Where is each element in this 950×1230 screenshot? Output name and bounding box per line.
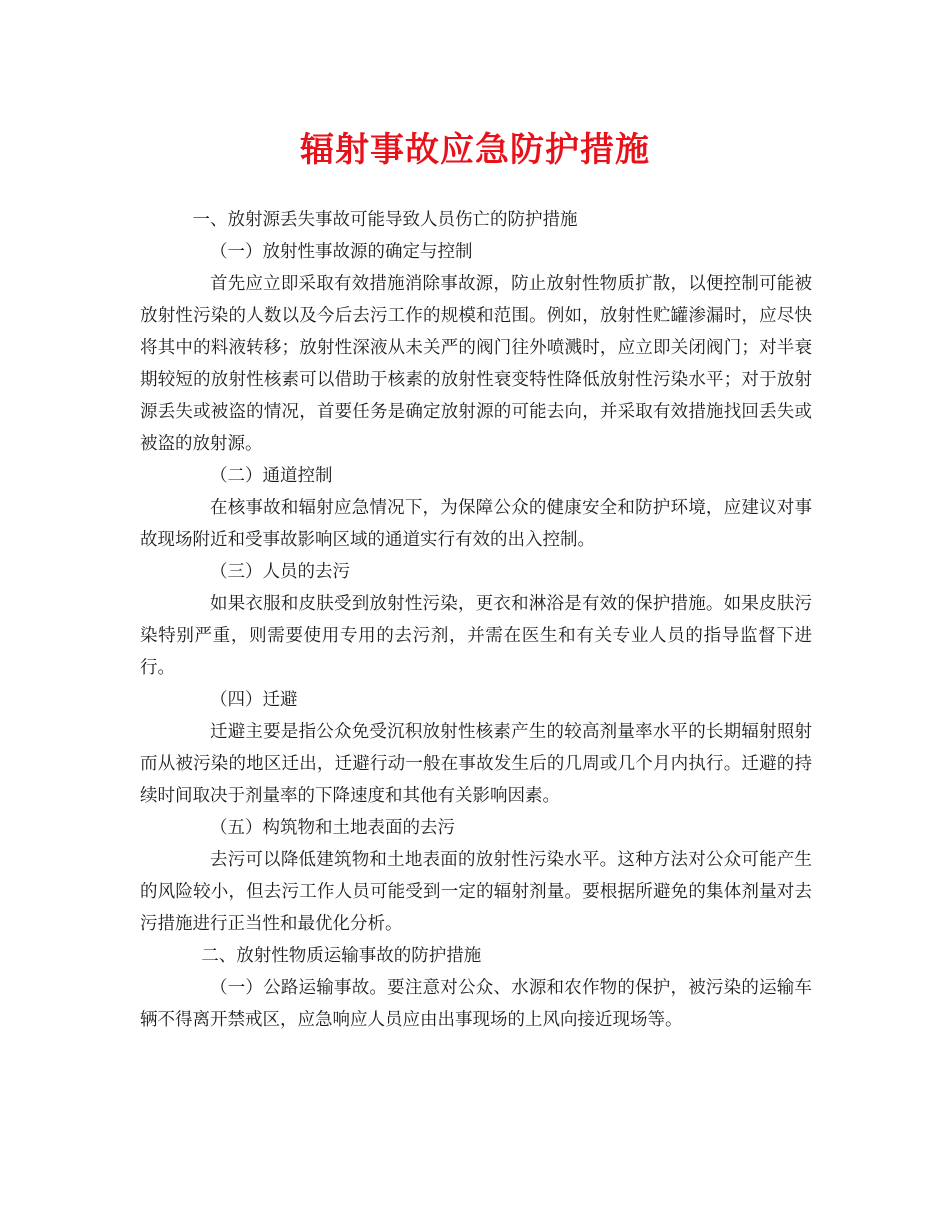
subsection-heading-1-3: （三）人员的去污 <box>210 562 350 582</box>
subsection-heading-1-5: （五）构筑物和土地表面的去污 <box>210 818 455 838</box>
paragraph-2: 在核事故和辐射应急情况下，为保障公众的健康安全和防护环境，应建议对事故现场附近和受事故影响区域的通道实行有效的出入控制。 <box>140 498 812 550</box>
subsection-heading-1-4: （四）迁避 <box>210 690 298 710</box>
paragraph-5: 去污可以降低建筑物和土地表面的放射性污染水平。这种方法对公众可能产生的风险较小，但去污工作人员可能受到一定的辐射剂量。要根据所避免的集体剂量对去污措施进行正当性和最优化分析。 <box>140 850 812 934</box>
paragraph-1: 首先应立即采取有效措施消除事故源，防止放射性物质扩散，以便控制可能被放射性污染的人数以及今后去污工作的规模和范围。例如，放射性贮罐渗漏时，应尽快将其中的料液转移；放射性深液从未关严的阀门往外喷溅时，应立即关闭阀门；对半衰期较短的放射性核素可以借助于核素的放射性衰变特性降低放射性污染水平；对于放射源丢失或被盗的情况，首要任务是确定放射源的可能去向，并采取有效措施找回丢失或被盗的放射源。 <box>140 274 812 454</box>
document-title: 辐射事故应急防护措施 <box>300 130 650 170</box>
paragraph-4: 迁避主要是指公众免受沉积放射性核素产生的较高剂量率水平的长期辐射照射而从被污染的地区迁出，迁避行动一般在事故发生后的几周或几个月内执行。迁避的持续时间取决于剂量率的下降速度和其他有关影响因素。 <box>140 722 812 806</box>
document-body <box>140 204 812 1036</box>
paragraph-3: 如果衣服和皮肤受到放射性污染，更衣和淋浴是有效的保护措施。如果皮肤污染特别严重，则需要使用专用的去污剂，并需在医生和有关专业人员的指导监督下进行。 <box>140 594 812 678</box>
section-heading-2: 二、放射性物质运输事故的防护措施 <box>201 946 482 966</box>
paragraph-6: （一）公路运输事故。要注意对公众、水源和农作物的保护，被污染的运输车辆不得离开禁戒区，应急响应人员应由出事现场的上风向接近现场等。 <box>140 978 812 1030</box>
section-heading-1: 一、放射源丢失事故可能导致人员伤亡的防护措施 <box>192 210 578 230</box>
subsection-heading-1-2: （二）通道控制 <box>210 466 333 486</box>
subsection-heading-1-1: （一）放射性事故源的确定与控制 <box>210 242 473 262</box>
